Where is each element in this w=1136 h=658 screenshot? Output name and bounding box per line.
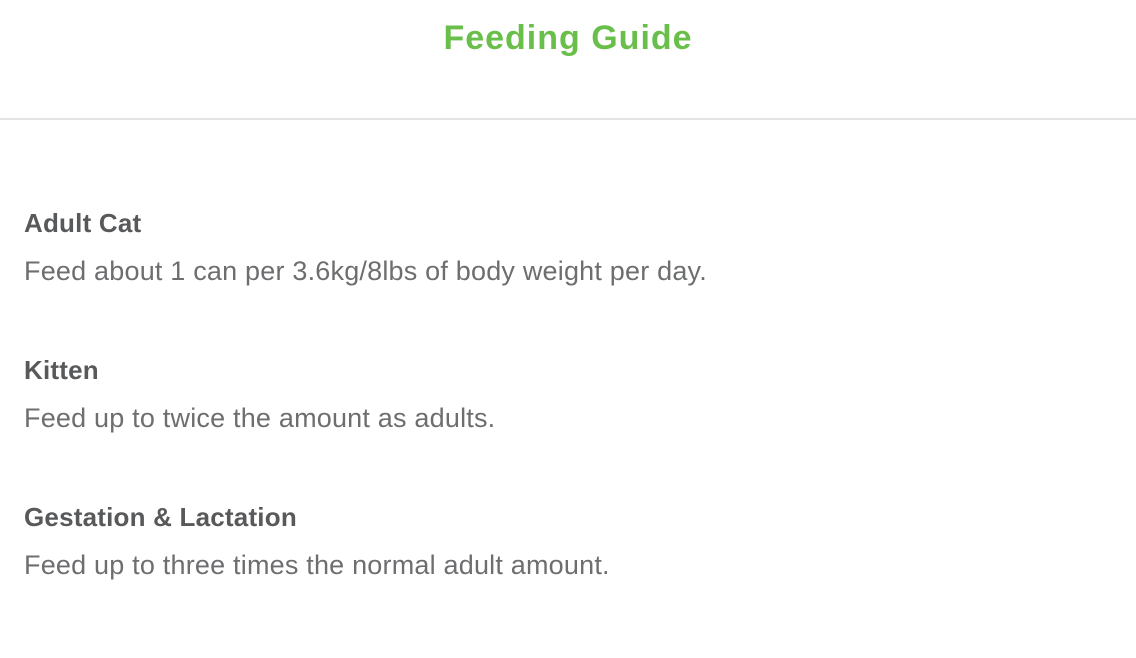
section-gestation-lactation	[24, 500, 1112, 583]
section-heading: Adult Cat	[24, 208, 142, 238]
section-heading: Kitten	[24, 355, 99, 385]
section-body: Feed up to twice the amount as adults.	[24, 403, 496, 433]
page-title: Feeding Guide	[443, 19, 693, 57]
section-heading: Gestation & Lactation	[24, 502, 297, 532]
section-body: Feed up to three times the normal adult amount.	[24, 550, 610, 580]
feeding-guide-content	[0, 206, 1136, 583]
section-adult-cat	[24, 206, 1112, 289]
section-body: Feed about 1 can per 3.6kg/8lbs of body weight per day.	[24, 256, 707, 286]
feeding-guide-header	[0, 0, 1136, 120]
section-kitten	[24, 353, 1112, 436]
